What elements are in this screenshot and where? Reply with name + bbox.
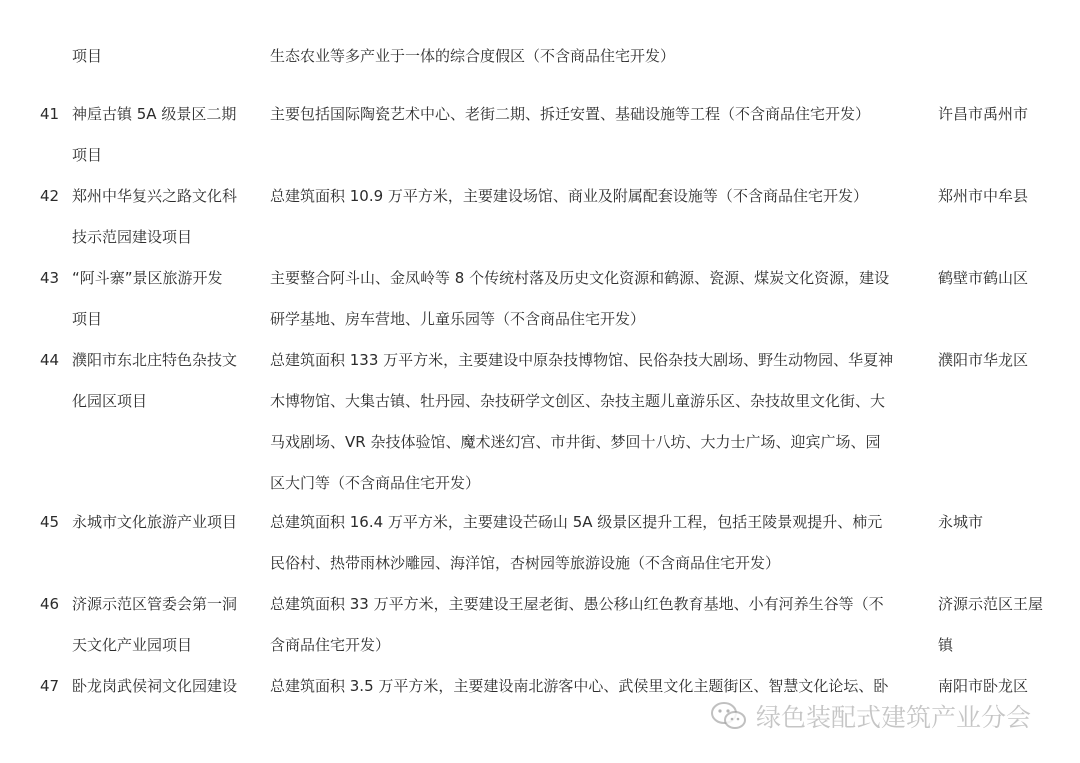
row-number: 45 xyxy=(40,513,60,531)
watermark xyxy=(710,696,1031,736)
project-description: 总建筑面积 133 万平方米，主要建设中原杂技博物馆、民俗杂技大剧场、野生动物园、华夏神 木博物馆、大集古镇、牡丹园、杂技研学文创区、杂技主题儿童游乐区、杂技故里文化街、大 马戏剧场、VR 杂技体验馆、魔术迷幻宫、市井街、梦回十八坊、大力士广场、迎宾广场、园 区大门等（不含商品住宅开发） xyxy=(270,351,894,492)
project-name: 濮阳市东北庄特色杂技文 化园区项目 xyxy=(72,351,238,410)
project-location: 永城市 xyxy=(938,513,984,531)
project-location: 许昌市禹州市 xyxy=(938,105,1029,123)
project-location: 济源示范区王屋 镇 xyxy=(938,595,1044,654)
row-number: 44 xyxy=(40,351,60,369)
row-number xyxy=(40,36,64,77)
row-number: 46 xyxy=(40,595,60,613)
project-name: 神垕古镇 5A 级景区二期 项目 xyxy=(72,105,237,164)
row-number: 42 xyxy=(40,187,60,205)
project-location xyxy=(938,36,1056,77)
project-location: 郑州市中牟县 xyxy=(938,187,1029,205)
row-number: 41 xyxy=(40,105,60,123)
project-description: 主要包括国际陶瓷艺术中心、老街二期、拆迁安置、基础设施等工程（不含商品住宅开发） xyxy=(270,105,871,123)
row-number: 47 xyxy=(40,677,60,695)
project-description: 总建筑面积 10.9 万平方米，主要建设场馆、商业及附属配套设施等（不含商品住宅开发） xyxy=(270,187,868,205)
project-description: 总建筑面积 33 万平方米，主要建设王屋老街、愚公移山红色教育基地、小有河养生谷等（不 含商品住宅开发） xyxy=(270,595,884,654)
project-location: 鹤壁市鹤山区 xyxy=(938,269,1029,287)
project-name: “阿斗寨”景区旅游开发 项目 xyxy=(72,269,223,328)
watermark-text: 绿色装配式建筑产业分会 xyxy=(756,703,1032,732)
project-location: 南阳市卧龙区 xyxy=(938,677,1029,695)
project-name: 郑州中华复兴之路文化科 技示范园建设项目 xyxy=(72,187,238,246)
project-description: 总建筑面积 3.5 万平方米，主要建设南北游客中心、武侯里文化主题街区、智慧文化论坛、卧 xyxy=(270,677,889,695)
project-name: 项目 xyxy=(72,47,103,65)
wechat-icon xyxy=(710,700,748,732)
project-description: 主要整合阿斗山、金凤岭等 8 个传统村落及历史文化资源和鹤源、瓷源、煤炭文化资源，建设 研学基地、房车营地、儿童乐园等（不含商品住宅开发） xyxy=(270,269,890,328)
project-description: 总建筑面积 16.4 万平方米，主要建设芒砀山 5A 级景区提升工程，包括王陵景观提升、柿元 民俗村、热带雨林沙雕园、海洋馆，杏树园等旅游设施（不含商品住宅开发） xyxy=(270,513,883,572)
project-location: 濮阳市华龙区 xyxy=(938,351,1029,369)
project-description: 生态农业等多产业于一体的综合度假区（不含商品住宅开发） xyxy=(270,47,676,65)
project-name: 永城市文化旅游产业项目 xyxy=(72,513,238,531)
row-number: 43 xyxy=(40,269,60,287)
project-name: 济源示范区管委会第一洞 天文化产业园项目 xyxy=(72,595,238,654)
project-name: 卧龙岗武侯祠文化园建设 xyxy=(72,677,238,695)
